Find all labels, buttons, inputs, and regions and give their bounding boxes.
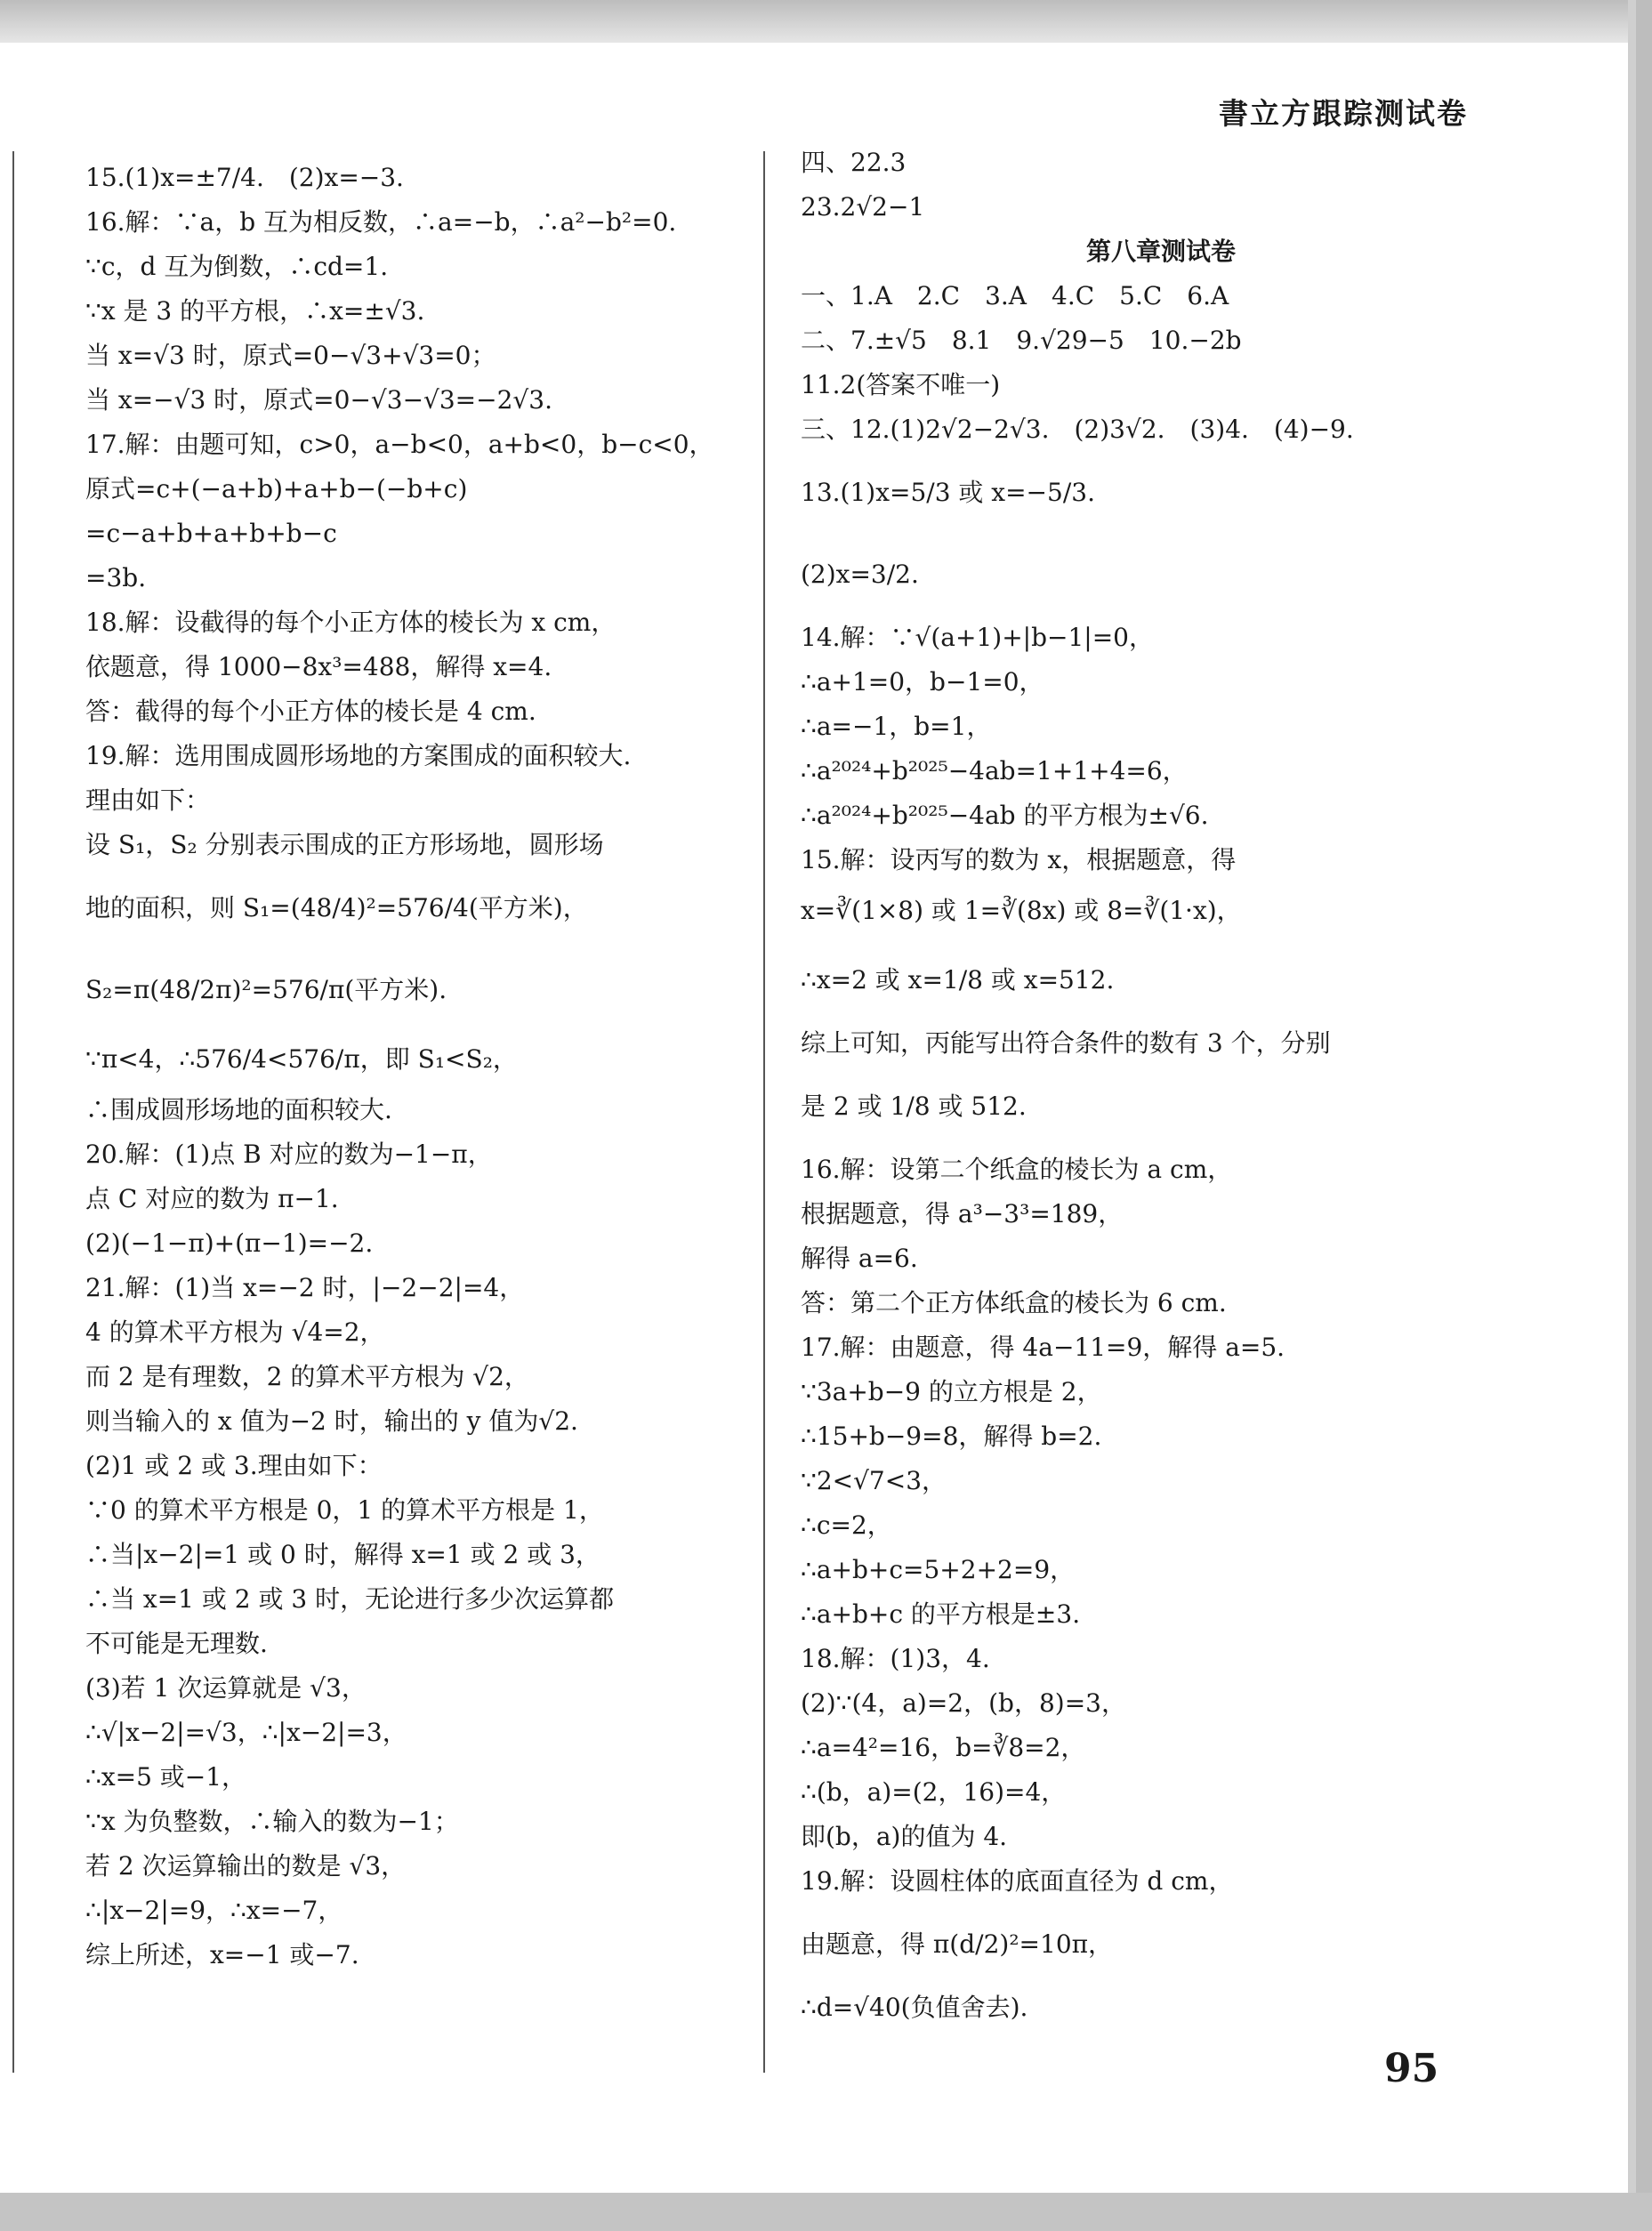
answer-line: ∵π<4，∴576/4<576/π，即 S₁<S₂，: [85, 1044, 518, 1074]
answer-line: 23.2√2−1: [801, 192, 925, 221]
answer-line: 19.解：设圆柱体的底面直径为 d cm，: [801, 1866, 1234, 1896]
answer-line: ∵2<√7<3，: [801, 1466, 947, 1495]
left-column: [85, 156, 744, 1977]
answer-line: 依题意，得 1000−8x³=488，解得 x=4.: [85, 652, 552, 681]
answer-line: 答：第二个正方体纸盒的棱长为 6 cm.: [801, 1288, 1227, 1317]
answer-line: (2)1 或 2 或 3.理由如下：: [85, 1451, 383, 1480]
answer-line: 21.解：(1)当 x=−2 时，|−2−2|=4，: [85, 1273, 525, 1302]
answer-line: 不可能是无理数.: [85, 1629, 268, 1658]
answer-line: ∵3a+b−9 的立方根是 2，: [801, 1377, 1102, 1406]
answer-line: 原式=c+(−a+b)+a+b−(−b+c): [85, 474, 468, 503]
answer-line: 点 C 对应的数为 π−1.: [85, 1184, 339, 1213]
answer-line: 当 x=−√3 时，原式=0−√3−√3=−2√3.: [85, 385, 552, 415]
answer-line: 则当输入的 x 值为−2 时，输出的 y 值为√2.: [85, 1406, 578, 1436]
answer-line: 地的面积，则 S₁=(48/4)²=576/4(平方米)，: [85, 893, 588, 922]
answer-line: ∴a=−1，b=1，: [801, 712, 992, 741]
answer-line: 若 2 次运算输出的数是 √3，: [85, 1851, 407, 1881]
answer-line: ∵x 为负整数，∴输入的数为−1；: [85, 1807, 459, 1836]
answer-line: ∴a²⁰²⁴+b²⁰²⁵−4ab 的平方根为±√6.: [801, 801, 1209, 830]
answer-line: 16.解：设第二个纸盒的棱长为 a cm，: [801, 1155, 1233, 1184]
answer-line: 二、7.±√5 8.1 9.√29−5 10.−2b: [801, 326, 1242, 355]
answer-line: 综上可知，丙能写出符合条件的数有 3 个，分别: [801, 1028, 1331, 1058]
answer-line: ∵0 的算术平方根是 0，1 的算术平方根是 1，: [85, 1495, 604, 1525]
answer-line: 19.解：选用围成圆形场地的方案围成的面积较大.: [85, 741, 632, 770]
answer-line: ∵c，d 互为倒数，∴cd=1.: [85, 252, 389, 281]
answer-line: ∴|x−2|=9，∴x=−7，: [85, 1896, 343, 1925]
answer-line: S₂=π(48/2π)²=576/π(平方米).: [85, 975, 447, 1004]
answer-line: ∴d=√40(负值舍去).: [801, 1993, 1028, 2022]
answer-line: 解得 a=6.: [801, 1244, 918, 1273]
answer-line: 即(b，a)的值为 4.: [801, 1822, 1008, 1851]
answer-line: ∴a+1=0，b−1=0，: [801, 667, 1044, 697]
answer-line: ∵x 是 3 的平方根，∴x=±√3.: [85, 296, 425, 326]
column-divider: [763, 151, 765, 2073]
answer-line: (2)∵(4，a)=2，(b，8)=3，: [801, 1688, 1126, 1718]
page-header-title: 書立方跟踪测试卷: [1219, 96, 1468, 131]
answer-line: ∴当 x=1 或 2 或 3 时，无论进行多少次运算都: [85, 1584, 615, 1614]
answer-line: 11.2(答案不唯一): [801, 370, 1001, 399]
answer-line: 15.(1)x=±7/4. (2)x=−3.: [85, 163, 404, 192]
top-scan-band: [0, 0, 1628, 43]
answer-line: 而 2 是有理数，2 的算术平方根为 √2，: [85, 1362, 529, 1391]
answer-line: 17.解：由题意，得 4a−11=9，解得 a=5.: [801, 1333, 1285, 1362]
answer-line: ∴a=4²=16，b=∛8=2，: [801, 1733, 1086, 1762]
answer-line: 13.(1)x=5/3 或 x=−5/3.: [801, 478, 1095, 507]
answer-line: 答：截得的每个小正方体的棱长是 4 cm.: [85, 697, 536, 726]
answer-line: (3)若 1 次运算就是 √3，: [85, 1673, 367, 1703]
page-number: 95: [1384, 2046, 1439, 2091]
answer-line: 四、22.3: [801, 148, 907, 177]
answer-line: ∴15+b−9=8，解得 b=2.: [801, 1422, 1102, 1451]
answer-line: 18.解：设截得的每个小正方体的棱长为 x cm，: [85, 608, 616, 637]
answer-line: (2)(−1−π)+(π−1)=−2.: [85, 1228, 374, 1258]
answer-line: 15.解：设丙写的数为 x，根据题意，得: [801, 845, 1237, 874]
right-column: [801, 141, 1521, 2030]
answer-line: ∴x=5 或−1，: [85, 1762, 247, 1792]
answer-line: ∴a+b+c=5+2+2=9，: [801, 1555, 1076, 1584]
answer-line: ∴c=2，: [801, 1510, 892, 1540]
answer-line: 理由如下：: [85, 785, 211, 815]
answer-line: ∴(b，a)=(2，16)=4，: [801, 1777, 1067, 1807]
answer-line: 16.解：∵a，b 互为相反数，∴a=−b，∴a²−b²=0.: [85, 207, 677, 237]
answer-line: ∴a²⁰²⁴+b²⁰²⁵−4ab=1+1+4=6，: [801, 756, 1188, 785]
answer-line: ∴x=2 或 x=1/8 或 x=512.: [801, 965, 1115, 995]
answer-line: ∴当|x−2|=1 或 0 时，解得 x=1 或 2 或 3，: [85, 1540, 600, 1569]
chapter-title: 第八章测试卷: [1085, 237, 1236, 266]
answer-line: ∴围成圆形场地的面积较大.: [85, 1095, 392, 1124]
answer-line: 17.解：由题可知，c>0，a−b<0，a+b<0，b−c<0，: [85, 430, 714, 459]
answer-line: 三、12.(1)2√2−2√3. (2)3√2. (3)4. (4)−9.: [801, 415, 1354, 444]
answer-line: 20.解：(1)点 B 对应的数为−1−π，: [85, 1140, 493, 1169]
answer-line: 根据题意，得 a³−3³=189，: [801, 1199, 1124, 1228]
answer-line: =3b.: [85, 563, 147, 592]
answer-line: 由题意，得 π(d/2)²=10π，: [801, 1929, 1114, 1959]
answer-line: 一、1.A 2.C 3.A 4.C 5.C 6.A: [801, 281, 1229, 310]
answer-line: ∴a+b+c 的平方根是±3.: [801, 1599, 1081, 1629]
left-margin-rule: [12, 151, 14, 2073]
answer-line: 综上所述，x=−1 或−7.: [85, 1940, 359, 1969]
answer-line: 是 2 或 1/8 或 512.: [801, 1091, 1027, 1121]
bottom-scan-band: [0, 2193, 1652, 2231]
answer-line: 4 的算术平方根为 √4=2，: [85, 1317, 385, 1347]
answer-line: x=∛(1×8) 或 1=∛(8x) 或 8=∛(1·x)，: [801, 896, 1242, 925]
right-scan-band: [1636, 0, 1652, 2231]
answer-line: (2)x=3/2.: [801, 560, 919, 589]
answer-line: 当 x=√3 时，原式=0−√3+√3=0；: [85, 341, 496, 370]
answer-line: 14.解：∵√(a+1)+|b−1|=0，: [801, 623, 1154, 652]
answer-line: =c−a+b+a+b+b−c: [85, 519, 337, 548]
answer-line: ∴√|x−2|=√3，∴|x−2|=3，: [85, 1718, 407, 1747]
answer-line: 设 S₁，S₂ 分别表示围成的正方形场地，圆形场: [85, 830, 604, 859]
answer-line: 18.解：(1)3，4.: [801, 1644, 990, 1673]
